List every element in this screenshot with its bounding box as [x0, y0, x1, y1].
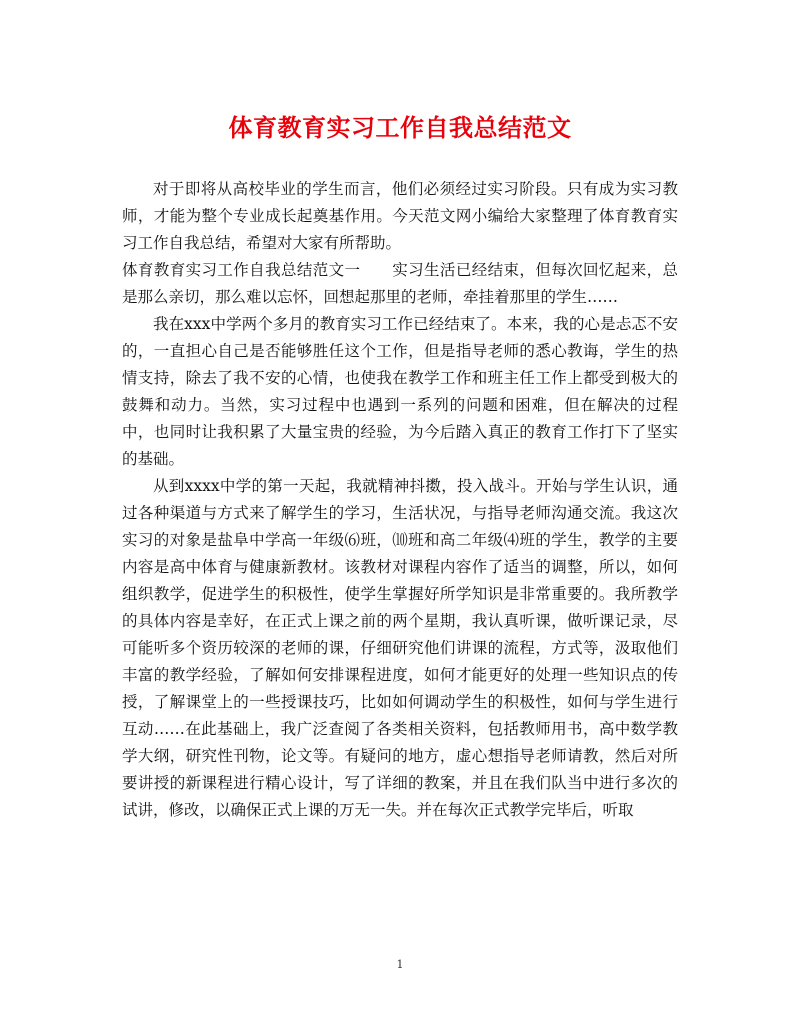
document-body [122, 176, 678, 824]
page-number: 1 [396, 958, 404, 971]
paragraph-intro: 对于即将从高校毕业的学生而言，他们必须经过实习阶段。只有成为实习教师，才能为整个专业成长起奠基作用。今天范文网小编给大家整理了体育教育实习工作自我总结，希望对大家有所帮助。 [122, 180, 678, 252]
paragraph-teaching-preparation: 从到xxxx中学的第一天起，我就精神抖擞，投入战斗。开始与学生认识，通过各种渠道与方式来了解学生的学习，生活状况，与指导老师沟通交流。我这次实习的对象是盐阜中学高一年级⑹班，⑽班和高二年级⑷班的学生，教学的主要内容是高中体育与健康新教材。该教材对课程内容作了适当的调整，所以，如何组织教学，促进学生的积极性，使学生掌握好所学知识是非常重要的。我所教学的具体内容是幸好，在正式上课之前的两个星期，我认真听课，做听课记录，尽可能听多个资历较深的老师的课，仔细研究他们讲课的流程，方式等，汲取他们丰富的教学经验，了解如何安排课程进度，如何才能更好的处理一些知识点的传授，了解课堂上的一些授课技巧，比如如何调动学生的积极性，如何与学生进行互动……在此基础上，我广泛查阅了各类相关资料，包括教师用书，高中数学教学大纲，研究性刊物，论文等。有疑问的地方，虚心想指导老师请教，然后对所要讲授的新课程进行精心设计，写了详细的教案，并且在我们队当中进行多次的试讲，修改，以确保正式上课的万无一失。并在每次正式教学完毕后，听取 [122, 477, 678, 819]
paragraph-internship-summary: 我在xxx中学两个多月的教育实习工作已经结束了。本来，我的心是忐忑不安的，一直担心自己是否能够胜任这个工作，但是指导老师的悉心教诲，学生的热情支持，除去了我不安的心情，也使我在教学工作和班主任工作上都受到极大的鼓舞和动力。当然，实习过程中也遇到一系列的问题和困难，但在解决的过程中，也同时让我积累了大量宝贵的经验，为今后踏入真正的教育工作打下了坚实的基础。 [122, 315, 678, 468]
document-title: 体育教育实习工作自我总结范文 [228, 113, 572, 142]
paragraph-sample-one-heading: 体育教育实习工作自我总结范文一 实习生活已经结束，但每次回忆起来，总是那么亲切，那么难以忘怀，回想起那里的老师，牵挂着那里的学生…… [122, 261, 678, 306]
